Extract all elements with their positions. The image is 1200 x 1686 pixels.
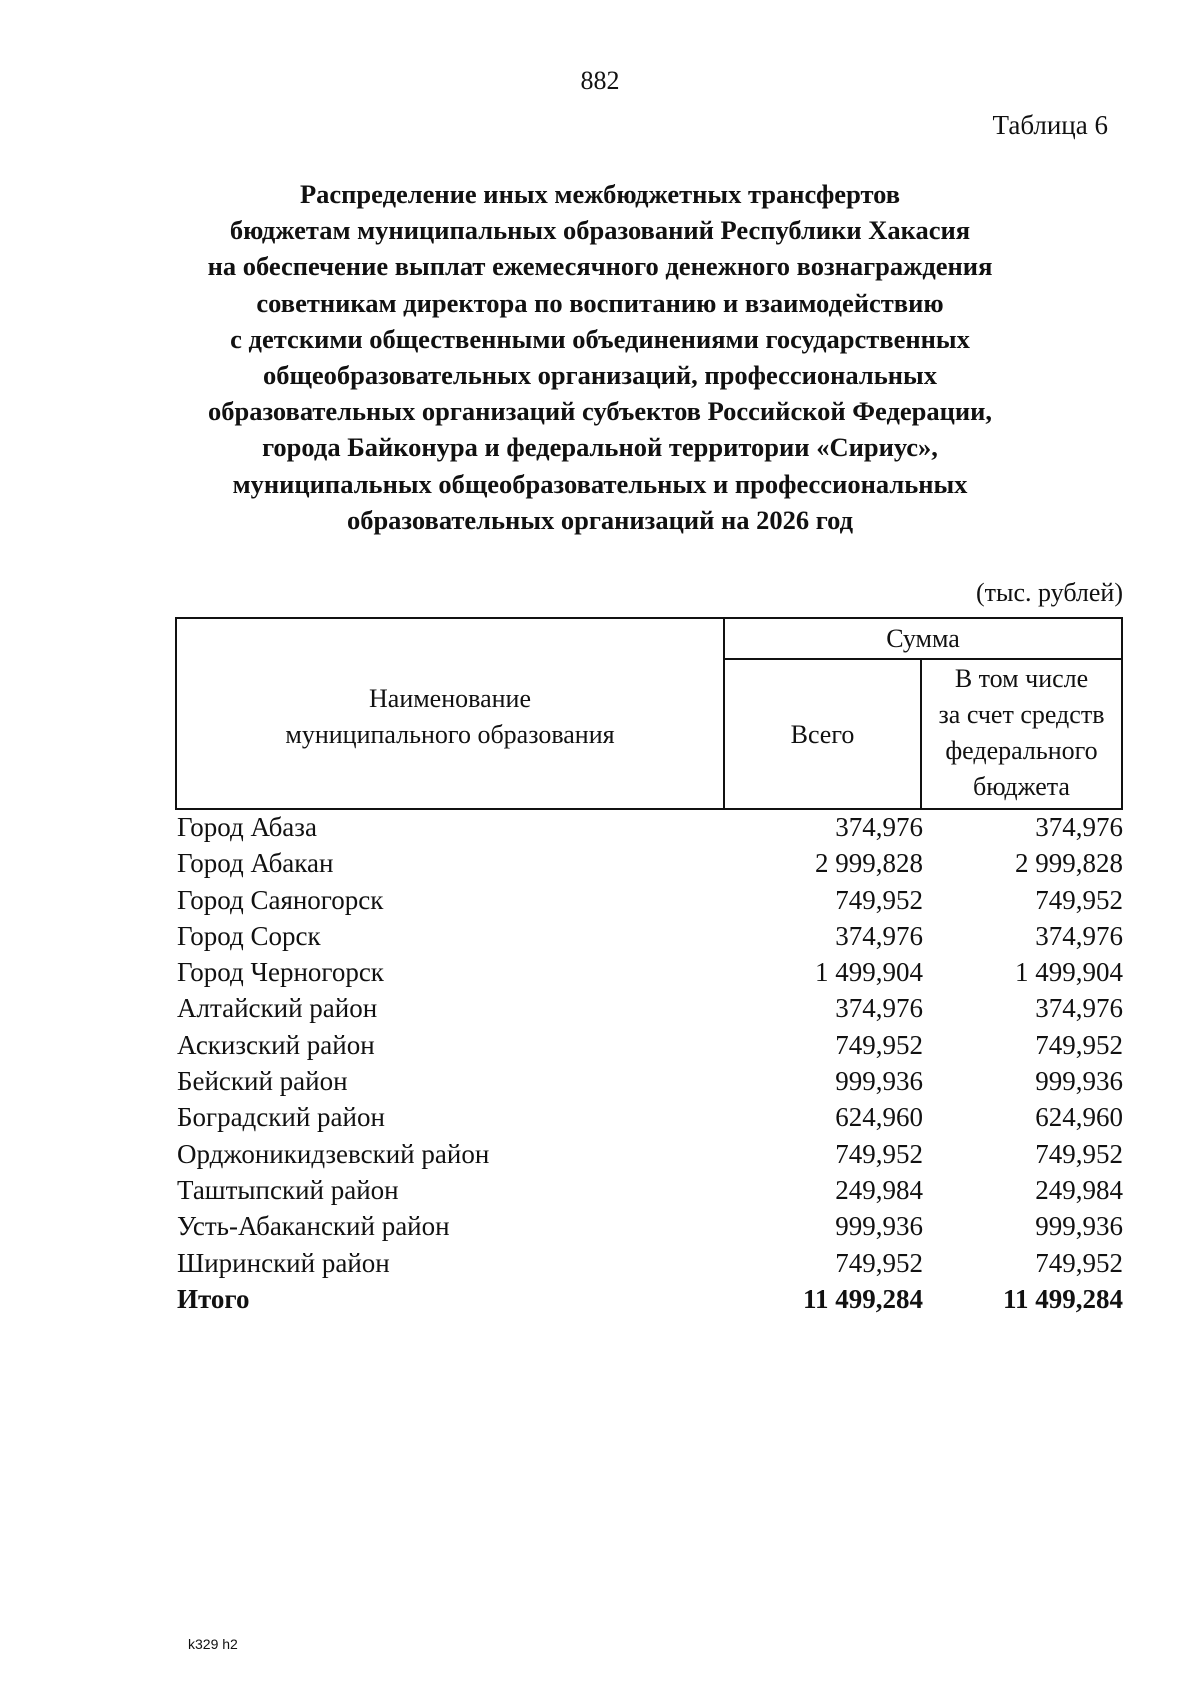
row-total: 749,952 <box>835 1029 923 1060</box>
table-row <box>177 1211 1123 1247</box>
table-row <box>177 993 1123 1029</box>
total-label: Итого <box>177 1283 250 1314</box>
header-name-line: муниципального образования <box>285 720 615 749</box>
row-name: Орджоникидзевский район <box>177 1138 490 1169</box>
units-label: (тыс. рублей) <box>975 578 1123 607</box>
row-federal: 749,952 <box>1035 1138 1123 1169</box>
row-total: 999,936 <box>835 1066 923 1097</box>
row-name: Аскизский район <box>177 1029 375 1060</box>
row-name: Алтайский район <box>177 993 378 1024</box>
row-federal: 1 499,904 <box>1015 957 1123 988</box>
header-federal-line: бюджета <box>973 772 1070 801</box>
row-total: 999,936 <box>835 1211 923 1242</box>
row-total: 1 499,904 <box>815 957 923 988</box>
row-federal: 374,976 <box>1035 812 1123 842</box>
row-total: 249,984 <box>835 1174 923 1205</box>
title-line: советникам директора по воспитанию и взаимодействию <box>256 287 944 318</box>
row-total: 624,960 <box>835 1102 923 1133</box>
row-total: 2 999,828 <box>815 848 923 879</box>
title-line: образовательных организаций на 2026 год <box>346 504 854 535</box>
table-body <box>177 812 1123 1320</box>
row-federal: 999,936 <box>1035 1066 1123 1097</box>
row-total: 374,976 <box>835 993 923 1024</box>
total-federal-value: 11 499,284 <box>1002 1283 1123 1314</box>
row-federal: 374,976 <box>1035 993 1123 1024</box>
table-row <box>177 885 1123 921</box>
row-name: Город Абаза <box>177 812 317 842</box>
row-name: Город Сорск <box>177 920 321 951</box>
document-title <box>150 176 1050 538</box>
table-row <box>177 1030 1123 1066</box>
title-line: города Байконура и федеральной территории «Сириус», <box>262 432 938 463</box>
table-row <box>177 1248 1123 1284</box>
header-federal-line: за счет средств <box>938 700 1105 729</box>
row-total: 749,952 <box>835 1247 923 1278</box>
table-row <box>177 1066 1123 1102</box>
table-header <box>175 617 1123 810</box>
total-value: 11 499,284 <box>802 1283 923 1314</box>
table-row <box>177 812 1123 848</box>
row-name: Боградский район <box>177 1102 385 1133</box>
row-name: Бейский район <box>177 1066 348 1097</box>
row-federal: 2 999,828 <box>1015 848 1123 879</box>
row-federal: 749,952 <box>1035 1247 1123 1278</box>
title-line: с детскими общественными объединениями государственных <box>230 323 970 354</box>
row-total: 749,952 <box>835 884 923 915</box>
row-name: Таштыпский район <box>177 1174 399 1205</box>
header-divider <box>723 658 1121 660</box>
table-row <box>177 1102 1123 1138</box>
header-name-line: Наименование <box>369 684 531 713</box>
row-name: Ширинский район <box>177 1247 390 1278</box>
row-name: Город Черногорск <box>177 957 384 988</box>
row-total: 374,976 <box>835 920 923 951</box>
row-federal: 749,952 <box>1035 1029 1123 1060</box>
row-federal: 749,952 <box>1035 884 1123 915</box>
footer-code: k329 h2 <box>188 1636 238 1652</box>
header-total: Всего <box>790 720 855 749</box>
title-line: муниципальных общеобразовательных и профессиональных <box>232 468 968 499</box>
row-federal: 249,984 <box>1035 1174 1123 1205</box>
header-federal <box>922 661 1121 805</box>
row-name: Город Абакан <box>177 848 334 879</box>
header-sum: Сумма <box>886 624 960 653</box>
header-federal-line: В том числе <box>954 664 1089 693</box>
title-line: на обеспечение выплат ежемесячного денежного вознаграждения <box>207 251 993 282</box>
title-line: общеобразовательных организаций, профессиональных <box>263 360 937 391</box>
table-row <box>177 1175 1123 1211</box>
row-name: Усть-Абаканский район <box>177 1211 450 1242</box>
row-name: Город Саяногорск <box>177 884 384 915</box>
total-row <box>177 1284 1123 1320</box>
row-federal: 374,976 <box>1035 920 1123 951</box>
title-line: бюджетам муниципальных образований Республики Хакасия <box>229 215 971 246</box>
table-row <box>177 848 1123 884</box>
row-federal: 999,936 <box>1035 1211 1123 1242</box>
row-total: 374,976 <box>835 812 923 842</box>
title-line: образовательных организаций субъектов Российской Федерации, <box>207 396 993 427</box>
table-row <box>177 1139 1123 1175</box>
row-total: 749,952 <box>835 1138 923 1169</box>
table-row <box>177 921 1123 957</box>
table-label: Таблица 6 <box>992 110 1108 140</box>
header-name <box>177 681 723 753</box>
page-number: 882 <box>580 66 620 95</box>
table-row <box>177 957 1123 993</box>
title-line: Распределение иных межбюджетных трансфертов <box>299 179 901 209</box>
row-federal: 624,960 <box>1035 1102 1123 1133</box>
header-federal-line: федерального <box>945 736 1098 765</box>
